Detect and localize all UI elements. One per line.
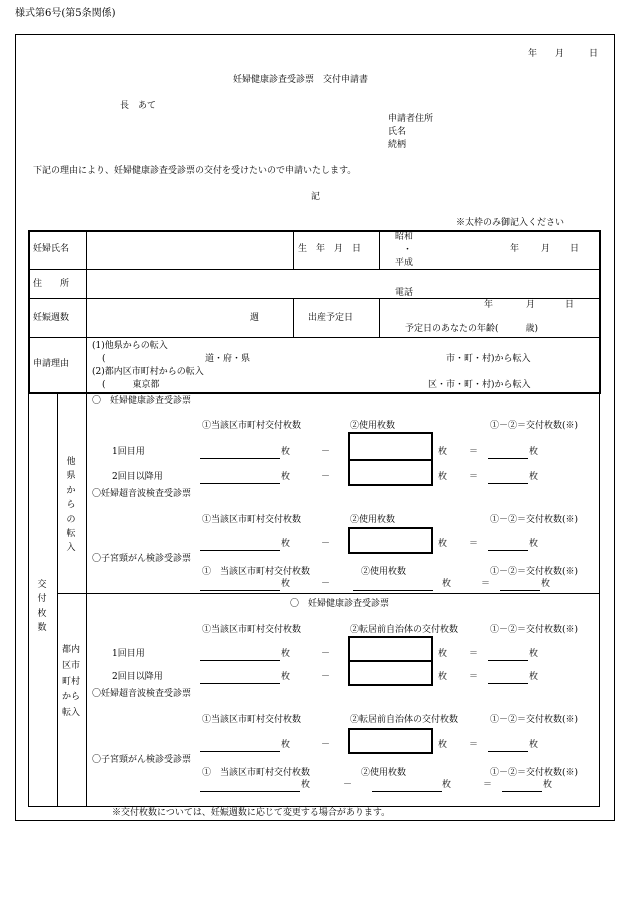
- pregnant-name-field[interactable]: [88, 232, 291, 267]
- unit: 枚: [281, 472, 291, 482]
- other-row1-c-input[interactable]: [488, 458, 528, 459]
- unit: 枚: [438, 472, 448, 482]
- other-row1-label: 1回目用: [112, 447, 145, 457]
- other-s2-col-c: ①－②＝交付枚数(※): [490, 515, 579, 525]
- unit: 枚: [543, 780, 553, 790]
- unit: 枚: [529, 672, 539, 682]
- other-s1-col-b: ②使用枚数: [350, 421, 396, 431]
- age-at-due: 予定日のあなたの年齢( 歳): [405, 324, 539, 334]
- minus: －: [321, 579, 331, 589]
- era-showa: 昭和: [395, 232, 414, 242]
- tokyo-s3-b-input[interactable]: [372, 791, 442, 792]
- date-year: 年: [528, 49, 538, 59]
- due-month: 月: [526, 300, 536, 310]
- reason-city-suffix: 市・町・村)から転入: [446, 354, 531, 364]
- unit: 枚: [281, 579, 291, 589]
- other-s1-col-c: ①－②＝交付枚数(※): [490, 421, 579, 431]
- tokyo-s3-a-input[interactable]: [200, 791, 300, 792]
- tokyo-s3-c-input[interactable]: [502, 791, 542, 792]
- other-s2-col-b: ②使用枚数: [350, 515, 396, 525]
- due-date-field[interactable]: [381, 300, 599, 335]
- other-s2-col-a: ①当該区市町村交付枚数: [202, 515, 302, 525]
- form-number: 様式第6号(第5条関係): [15, 8, 116, 19]
- tokyo-label: 都内区市町村から転入: [61, 645, 80, 718]
- tokyo-row2-a-input[interactable]: [200, 683, 280, 684]
- tokyo-s2-prev-box[interactable]: [348, 728, 433, 754]
- address-label: 住 所: [33, 279, 70, 289]
- unit: 枚: [281, 649, 291, 659]
- minus: －: [343, 780, 353, 790]
- reason-tokyo: (2)都内区市町村からの転入: [92, 367, 204, 377]
- unit: 枚: [281, 672, 291, 682]
- unit: 枚: [281, 447, 291, 457]
- grant-count-label: 交付枚数: [37, 580, 47, 634]
- tokyo-s3-col-b: ②使用枚数: [361, 768, 407, 778]
- birth-year: 年: [510, 244, 520, 254]
- other-row2-a-input[interactable]: [200, 483, 280, 484]
- other-s3-col-a: ① 当該区市町村交付枚数: [202, 567, 311, 577]
- due-day: 日: [565, 300, 575, 310]
- intro-text: 下記の理由により、妊婦健康診査受診票の交付を受けたいので申請いたします。: [33, 166, 357, 176]
- era-heisei: 平成: [395, 258, 414, 268]
- tokyo-row1-label: 1回目用: [112, 649, 145, 659]
- birth-day: 日: [570, 244, 580, 254]
- tokyo-s3-col-a: ① 当該区市町村交付枚数: [202, 768, 311, 778]
- other-s3-col-c: ①－②＝交付枚数(※): [490, 567, 579, 577]
- tokyo-s2-col-b: ②転居前自治体の交付枚数: [350, 715, 459, 725]
- weeks-field[interactable]: [88, 300, 291, 335]
- tokyo-s2-c-input[interactable]: [488, 751, 528, 752]
- reason-label: 申請理由: [33, 359, 70, 369]
- other-s2-c-input[interactable]: [488, 550, 528, 551]
- address-field[interactable]: [88, 271, 599, 296]
- equals: ＝: [483, 780, 493, 790]
- footnote: ※交付枚数については、妊娠週数に応じて変更する場合があります。: [112, 808, 391, 818]
- other-row2-c-input[interactable]: [488, 483, 528, 484]
- reason-tokyo-pref: ( 東京都: [102, 380, 160, 390]
- minus: －: [321, 539, 331, 549]
- minus: －: [321, 672, 331, 682]
- weeks-label: 妊娠週数: [33, 313, 70, 323]
- unit: 枚: [281, 539, 291, 549]
- form-title: 妊婦健康診査受診票 交付申請書: [233, 75, 369, 85]
- other-s1-title: 〇 妊婦健康診査受診票: [92, 396, 192, 406]
- other-s3-a-input[interactable]: [200, 590, 280, 591]
- equals: ＝: [469, 740, 479, 750]
- other-s3-title: 〇子宮頸がん検診受診票: [92, 554, 192, 564]
- equals: ＝: [469, 472, 479, 482]
- tokyo-row1-a-input[interactable]: [200, 660, 280, 661]
- minus: －: [321, 447, 331, 457]
- tokyo-row2-label: 2回目以降用: [112, 672, 163, 682]
- tokyo-s2-col-c: ①－②＝交付枚数(※): [490, 715, 579, 725]
- applicant-name-label: 氏名: [388, 127, 407, 137]
- tokyo-s1-title: 〇 妊婦健康診査受診票: [290, 599, 390, 609]
- other-s1-col-a: ①当該区市町村交付枚数: [202, 421, 302, 431]
- other-s3-b-input[interactable]: [353, 590, 433, 591]
- tokyo-s1-col-b: ②転居前自治体の交付枚数: [350, 625, 459, 635]
- unit: 枚: [438, 447, 448, 457]
- phone-label: 電話: [395, 288, 414, 298]
- tokyo-row1-c-input[interactable]: [488, 660, 528, 661]
- minus: －: [321, 740, 331, 750]
- reason-pref-suffix: 道・府・県: [205, 354, 251, 364]
- birthdate-label: 生 年 月 日: [298, 244, 362, 254]
- due-date-label: 出産予定日: [308, 313, 354, 323]
- other-row2-label: 2回目以降用: [112, 472, 163, 482]
- tokyo-s3-col-c: ①－②＝交付枚数(※): [490, 768, 579, 778]
- unit: 枚: [281, 740, 291, 750]
- unit: 枚: [541, 579, 551, 589]
- reason-other-paren: (: [102, 354, 106, 364]
- tokyo-s2-col-a: ①当該区市町村交付枚数: [202, 715, 302, 725]
- date-month: 月: [555, 49, 565, 59]
- unit: 枚: [301, 780, 311, 790]
- addressee: 長 あて: [120, 101, 157, 111]
- weeks-unit: 週: [250, 313, 260, 323]
- unit: 枚: [442, 780, 452, 790]
- equals: ＝: [469, 672, 479, 682]
- equals: ＝: [469, 539, 479, 549]
- unit: 枚: [438, 649, 448, 659]
- birth-month: 月: [541, 244, 551, 254]
- other-s2-used-box[interactable]: [348, 527, 433, 554]
- tokyo-s1-col-a: ①当該区市町村交付枚数: [202, 625, 302, 635]
- minus: －: [321, 472, 331, 482]
- tokyo-s1-col-c: ①－②＝交付枚数(※): [490, 625, 579, 635]
- unit: 枚: [529, 447, 539, 457]
- era-separator: ・: [403, 245, 413, 255]
- unit: 枚: [438, 740, 448, 750]
- tokyo-s3-title: 〇子宮頸がん検診受診票: [92, 755, 192, 765]
- other-s2-a-input[interactable]: [200, 550, 280, 551]
- other-pref-label: 他県からの転入: [66, 457, 76, 554]
- other-s2-title: 〇妊婦超音波検査受診票: [92, 489, 192, 499]
- minus: －: [321, 649, 331, 659]
- due-year: 年: [484, 300, 494, 310]
- note-top: ※太枠のみ御記入ください: [456, 218, 565, 228]
- applicant-address-label: 申請者住所: [388, 114, 434, 124]
- reason-tokyo-city: 区・市・町・村)から転入: [428, 380, 531, 390]
- tokyo-s2-a-input[interactable]: [200, 751, 280, 752]
- unit: 枚: [442, 579, 452, 589]
- other-row1-a-input[interactable]: [200, 458, 280, 459]
- date-day: 日: [589, 49, 599, 59]
- pregnant-name-label: 妊婦氏名: [33, 244, 70, 254]
- unit: 枚: [529, 472, 539, 482]
- unit: 枚: [529, 740, 539, 750]
- unit: 枚: [438, 539, 448, 549]
- other-s3-col-b: ②使用枚数: [361, 567, 407, 577]
- equals: ＝: [481, 579, 491, 589]
- ki-mark: 記: [311, 192, 321, 202]
- unit: 枚: [529, 649, 539, 659]
- other-s3-c-input[interactable]: [500, 590, 540, 591]
- tokyo-row2-c-input[interactable]: [488, 683, 528, 684]
- birthdate-field[interactable]: [381, 232, 599, 267]
- unit: 枚: [438, 672, 448, 682]
- reason-other-pref: (1)他県からの転入: [92, 341, 168, 351]
- tokyo-s2-title: 〇妊婦超音波検査受診票: [92, 689, 192, 699]
- equals: ＝: [469, 447, 479, 457]
- unit: 枚: [529, 539, 539, 549]
- equals: ＝: [469, 649, 479, 659]
- applicant-relation-label: 続柄: [388, 140, 407, 150]
